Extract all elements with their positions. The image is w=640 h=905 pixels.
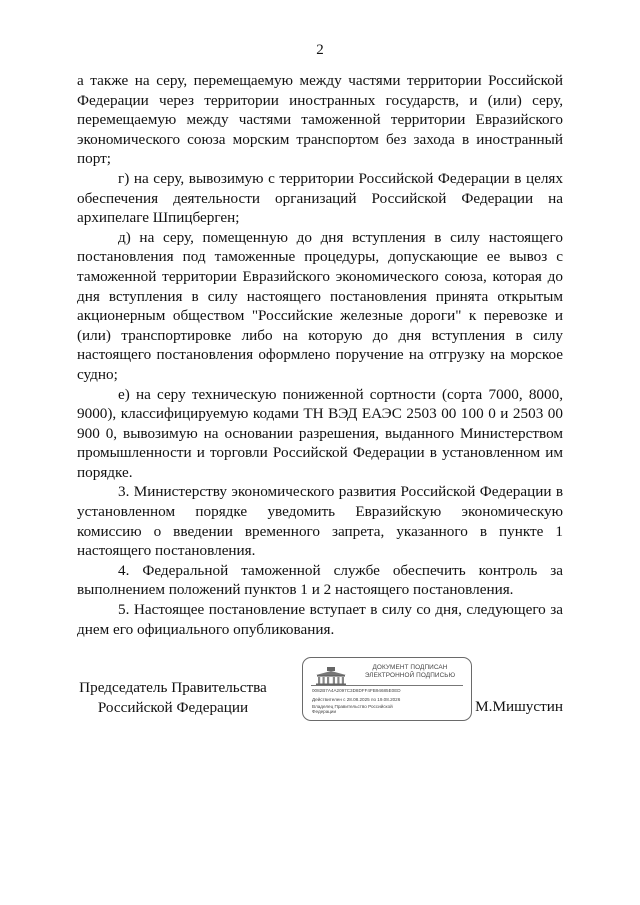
paragraph-item-d: д) на серу, помещенную до дня вступления в силу настоящего постановления под таможенные процедуры, допускающие ее вывоз с таможенной территории Евразийского экономического союза, которая до дня вступления в силу настоящего постановления принята открытым акционерным обществом "Российские железные дороги" к перевозке и (или) транспортировке либо на которую до дня вступления в силу настоящего постановления оформлено поручение на отгрузку на морское судно; <box>77 228 563 383</box>
signer-position-line2: Российской Федерации <box>97 698 249 716</box>
stamp-owner-line2: Федерации <box>312 709 337 714</box>
signer-position <box>78 678 268 717</box>
paragraph-item-e: е) на серу техническую пониженной сортности (сорта 7000, 8000, 9000), классифицируемую кодами ТН ВЭД ЕАЭС 2503 00 100 0 и 2503 00 900 0, вывозимую на основании разрешения, выданного Министерством промышленности и торговли Российской Федерации в установленном им порядке. <box>77 385 563 481</box>
electronic-signature-stamp <box>302 657 472 721</box>
signer-position-line1: Председатель Правительства <box>79 679 267 696</box>
page-number: 2 <box>316 42 324 58</box>
stamp-heading <box>355 664 465 680</box>
stamp-validity: Действителен с 28.08.2025 по 19.08.2026 <box>312 697 401 702</box>
paragraph-continuation: а также на серу, перемещаемую между частями территории Российской Федерации через территории иностранных государств, и (или) серу, перемещаемую между частями таможенной территории Евразийского экономического союза морским транспортом без захода в иностранный порт; <box>77 72 563 168</box>
signer-name: М.Мишустин <box>475 698 563 715</box>
stamp-owner-line1: Владелец Правительство Российской <box>312 703 393 709</box>
stamp-divider <box>311 685 463 686</box>
government-building-icon <box>313 666 349 686</box>
document-body <box>77 71 563 639</box>
paragraph-clause-3: 3. Министерству экономического развития Российской Федерации в установленном порядке уведомить Евразийскую экономическую комиссию о введении временного запрета, указанного в пункте 1 настоящего постановления. <box>77 483 563 560</box>
stamp-heading-line2: ЭЛЕКТРОННОЙ ПОДПИСЬЮ <box>364 672 456 679</box>
paragraph-clause-4: 4. Федеральной таможенной службе обеспечить контроль за выполнением положений пунктов 1 и 2 настоящего постановления. <box>77 561 563 599</box>
stamp-heading-line1: ДОКУМЕНТ ПОДПИСАН <box>372 664 448 671</box>
paragraph-clause-5: 5. Настоящее постановление вступает в силу со дня, следующего за днем его официального опубликования. <box>77 601 563 638</box>
stamp-certificate: 0082B7A4A2097C3D8DFF4FB94685E0ED <box>312 688 401 693</box>
paragraph-item-g: г) на серу, вывозимую с территории Российской Федерации в целях обеспечения деятельности организаций Российской Федерации на архипелаге Шпицберген; <box>77 169 563 227</box>
